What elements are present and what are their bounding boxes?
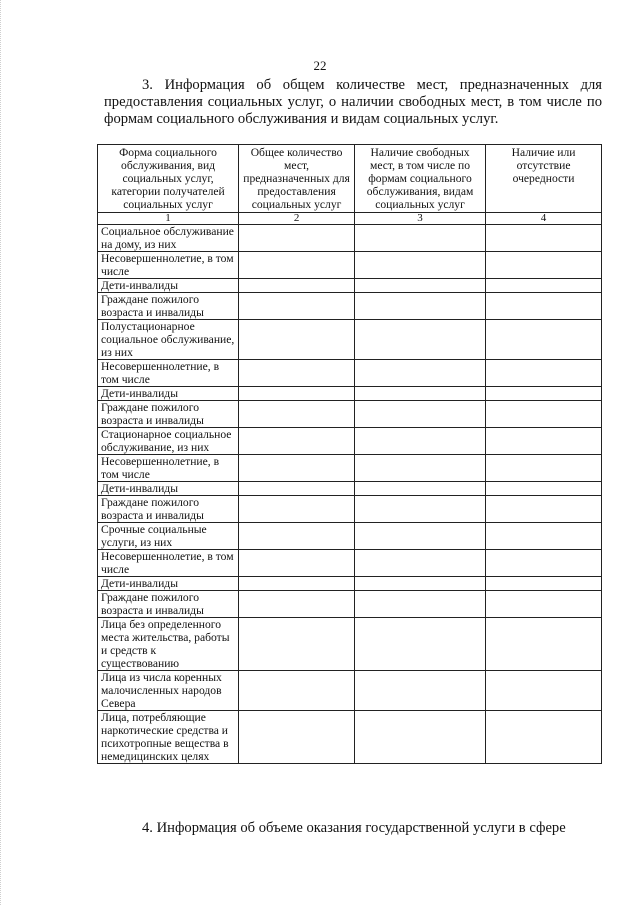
empty-cell: [486, 591, 602, 618]
empty-cell: [355, 360, 486, 387]
row-category-label: Лица без определенного места жительства, работы и средств к существованию: [98, 618, 239, 671]
table-row: [98, 577, 602, 591]
empty-cell: [239, 401, 355, 428]
table-row: [98, 618, 602, 671]
empty-cell: [355, 591, 486, 618]
column-number: 2: [239, 213, 355, 225]
empty-cell: [239, 711, 355, 764]
empty-cell: [486, 671, 602, 711]
row-category-label: Граждане пожилого возраста и инвалиды: [98, 401, 239, 428]
empty-cell: [486, 252, 602, 279]
empty-cell: [355, 671, 486, 711]
row-category-label: Несовершеннолетние, в том числе: [98, 455, 239, 482]
table-row: [98, 401, 602, 428]
empty-cell: [355, 618, 486, 671]
empty-cell: [355, 455, 486, 482]
table-row: [98, 523, 602, 550]
table-row: [98, 496, 602, 523]
row-category-label: Граждане пожилого возраста и инвалиды: [98, 496, 239, 523]
empty-cell: [486, 293, 602, 320]
empty-cell: [355, 401, 486, 428]
empty-cell: [486, 279, 602, 293]
empty-cell: [486, 550, 602, 577]
row-category-label: Несовершеннолетние, в том числе: [98, 360, 239, 387]
table-row: [98, 671, 602, 711]
page-number: 22: [313, 58, 327, 73]
empty-cell: [486, 455, 602, 482]
table-row: [98, 279, 602, 293]
row-category-label: Лица, потребляющие наркотические средства и психотропные вещества в немедицинских целях: [98, 711, 239, 764]
row-category-label: Дети-инвалиды: [98, 482, 239, 496]
empty-cell: [239, 618, 355, 671]
row-category-label: Несовершеннолетие, в том числе: [98, 252, 239, 279]
empty-cell: [239, 225, 355, 252]
empty-cell: [239, 360, 355, 387]
table-row: [98, 711, 602, 764]
empty-cell: [486, 320, 602, 360]
empty-cell: [355, 496, 486, 523]
table-row: [98, 293, 602, 320]
header-free-places: Наличие свободных мест, в том числе по формам социального обслуживания, видам социальных услуг: [355, 145, 486, 213]
empty-cell: [355, 225, 486, 252]
empty-cell: [239, 428, 355, 455]
empty-cell: [355, 252, 486, 279]
row-category-label: Дети-инвалиды: [98, 577, 239, 591]
empty-cell: [239, 591, 355, 618]
row-category-label: Дети-инвалиды: [98, 387, 239, 401]
table-row: [98, 591, 602, 618]
table-row: [98, 550, 602, 577]
header-form-of-service: Форма социального обслуживания, вид социальных услуг, категории получателей социальных услуг: [98, 145, 239, 213]
table-row: [98, 320, 602, 360]
empty-cell: [239, 252, 355, 279]
header-queue: Наличие или отсутствие очередности: [486, 145, 602, 213]
empty-cell: [239, 279, 355, 293]
table-row: [98, 252, 602, 279]
empty-cell: [239, 523, 355, 550]
table-row: [98, 455, 602, 482]
section-4-paragraph: 4. Информация об объеме оказания государственной услуги в сфере: [142, 820, 566, 836]
empty-cell: [355, 482, 486, 496]
empty-cell: [486, 577, 602, 591]
empty-cell: [355, 387, 486, 401]
empty-cell: [355, 320, 486, 360]
row-category-label: Несовершеннолетие, в том числе: [98, 550, 239, 577]
empty-cell: [486, 225, 602, 252]
empty-cell: [239, 671, 355, 711]
empty-cell: [239, 496, 355, 523]
table-row: [98, 428, 602, 455]
empty-cell: [486, 387, 602, 401]
row-category-label: Полустационарное социальное обслуживание, из них: [98, 320, 239, 360]
empty-cell: [355, 293, 486, 320]
empty-cell: [239, 482, 355, 496]
empty-cell: [486, 360, 602, 387]
empty-cell: [239, 455, 355, 482]
row-category-label: Лица из числа коренных малочисленных народов Севера: [98, 671, 239, 711]
empty-cell: [239, 387, 355, 401]
empty-cell: [486, 401, 602, 428]
section-3-paragraph: 3. Информация об общем количестве мест, предназначенных для предоставления социальных услуг, о наличии свободных мест, в том числе по формам социального обслуживания и видам социальных услуг.: [104, 77, 602, 127]
row-category-label: Социальное обслуживание на дому, из них: [98, 225, 239, 252]
empty-cell: [239, 550, 355, 577]
empty-cell: [239, 293, 355, 320]
services-table: [97, 144, 602, 764]
column-number: 1: [98, 213, 239, 225]
table-row: [98, 225, 602, 252]
row-category-label: Граждане пожилого возраста и инвалиды: [98, 293, 239, 320]
header-total-places: Общее количество мест, предназначенных для предоставления социальных услуг: [239, 145, 355, 213]
row-category-label: Граждане пожилого возраста и инвалиды: [98, 591, 239, 618]
empty-cell: [355, 428, 486, 455]
table-row: [98, 360, 602, 387]
empty-cell: [239, 320, 355, 360]
table-header-row: [98, 145, 602, 213]
column-number-row: [98, 213, 602, 225]
table-row: [98, 482, 602, 496]
empty-cell: [486, 711, 602, 764]
column-number: 3: [355, 213, 486, 225]
empty-cell: [355, 550, 486, 577]
empty-cell: [355, 577, 486, 591]
row-category-label: Срочные социальные услуги, из них: [98, 523, 239, 550]
empty-cell: [239, 577, 355, 591]
empty-cell: [486, 428, 602, 455]
column-number: 4: [486, 213, 602, 225]
empty-cell: [486, 496, 602, 523]
row-category-label: Дети-инвалиды: [98, 279, 239, 293]
table-body: [98, 225, 602, 764]
table-row: [98, 387, 602, 401]
row-category-label: Стационарное социальное обслуживание, из них: [98, 428, 239, 455]
empty-cell: [355, 711, 486, 764]
scan-edge: [0, 0, 15, 905]
empty-cell: [355, 279, 486, 293]
empty-cell: [355, 523, 486, 550]
empty-cell: [486, 482, 602, 496]
empty-cell: [486, 523, 602, 550]
empty-cell: [486, 618, 602, 671]
